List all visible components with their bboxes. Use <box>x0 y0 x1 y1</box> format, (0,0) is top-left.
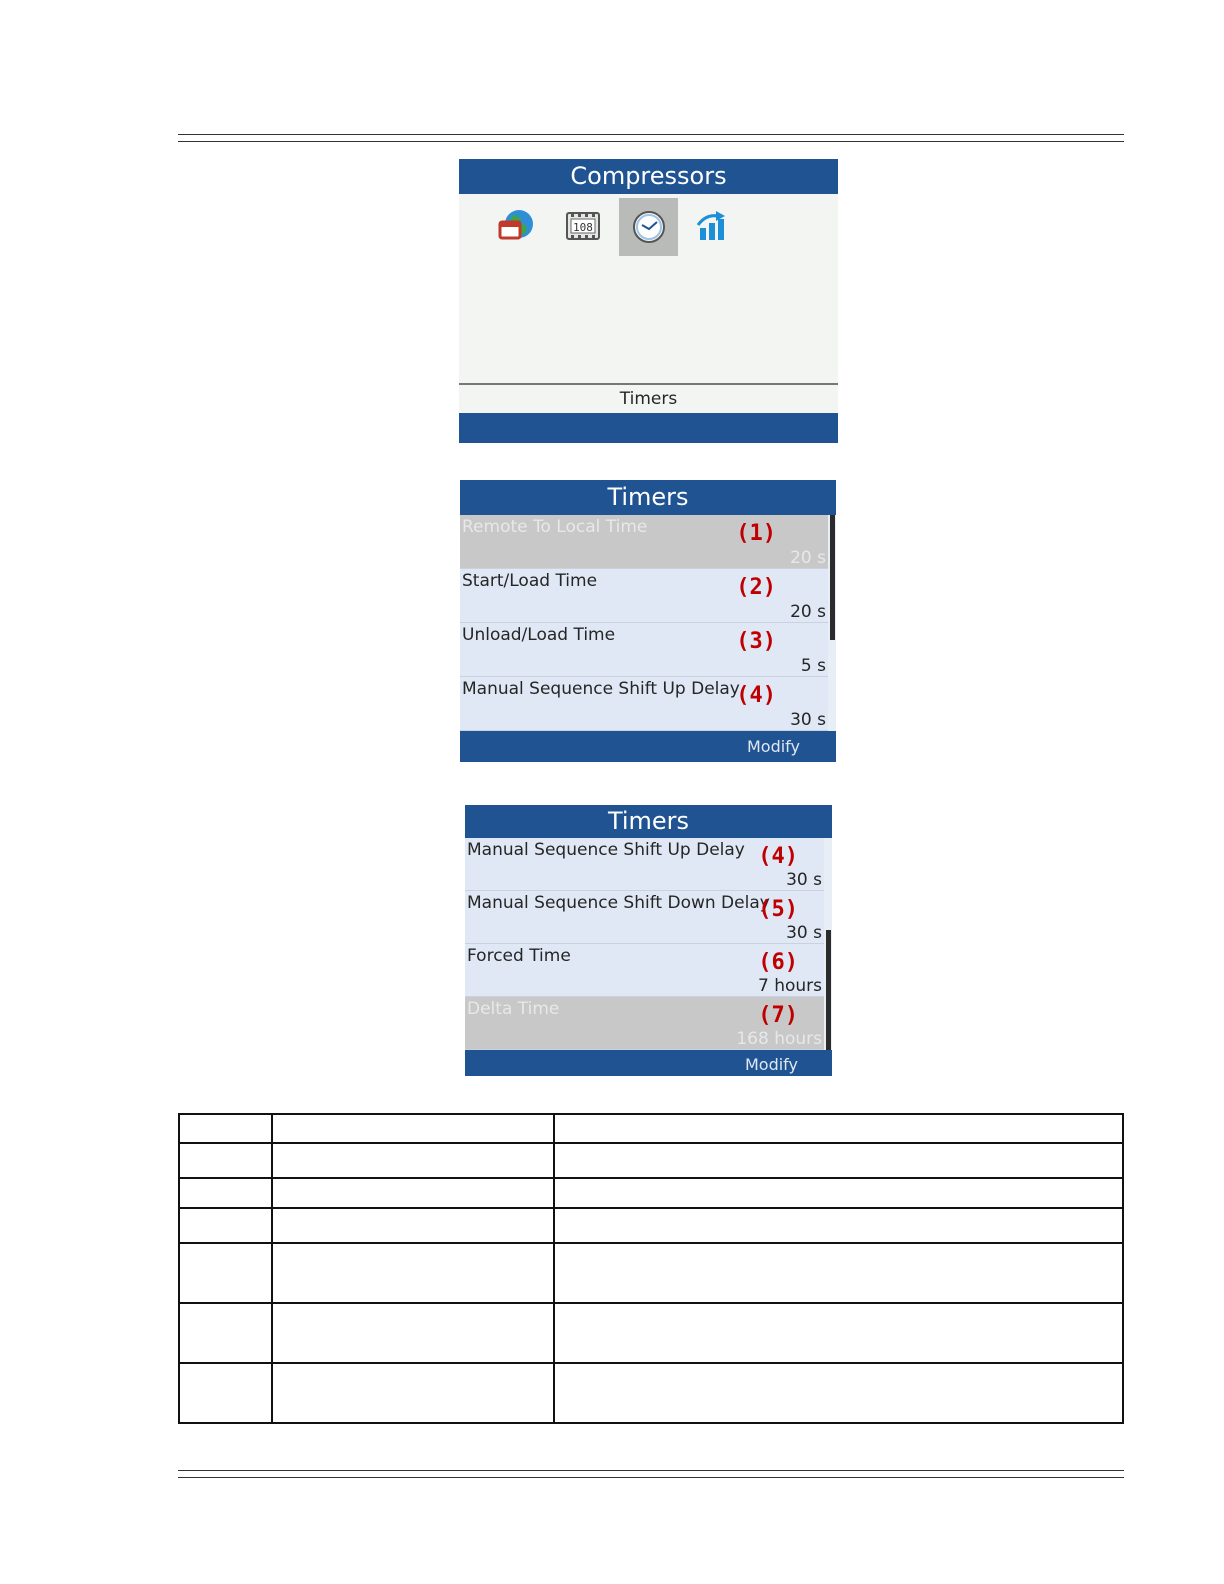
table-row <box>179 1178 1123 1208</box>
timer-label: Remote To Local Time <box>462 517 648 537</box>
compressors-screen <box>459 159 838 443</box>
timer-value: 168 hours <box>736 1029 822 1049</box>
callout-marker: (4) <box>758 844 798 869</box>
timer-row-remote-to-local[interactable] <box>460 515 828 569</box>
callout-marker: (2) <box>736 575 776 600</box>
bar-chart-tile[interactable] <box>683 197 741 255</box>
counter-display-icon <box>565 210 601 242</box>
timer-value: 7 hours <box>757 976 822 996</box>
timers-footer-1 <box>460 731 836 762</box>
globe-calendar-tile[interactable] <box>488 197 546 255</box>
callout-marker: (7) <box>758 1003 798 1028</box>
callout-marker: (3) <box>736 629 776 654</box>
timer-label: Manual Sequence Shift Up Delay <box>467 840 745 860</box>
timers-screen-2 <box>465 805 832 1076</box>
bottom-rule-second <box>178 1477 1124 1478</box>
timer-row-shift-up-delay[interactable] <box>465 838 824 891</box>
table-row <box>179 1114 1123 1143</box>
timers-title-2: Timers <box>465 805 832 838</box>
table-row <box>179 1243 1123 1303</box>
callout-marker: (6) <box>758 950 798 975</box>
clock-tile[interactable] <box>619 198 678 256</box>
timer-label: Unload/Load Time <box>462 625 616 645</box>
top-rule-second <box>178 141 1124 142</box>
timer-row-shift-down-delay[interactable] <box>465 891 824 944</box>
table-row <box>179 1143 1123 1178</box>
timer-row-delta-time[interactable] <box>465 997 824 1050</box>
compressors-title: Compressors <box>459 159 838 194</box>
table-row <box>179 1208 1123 1243</box>
scrollbar[interactable] <box>830 515 835 640</box>
timer-label: Manual Sequence Shift Up Delay <box>462 679 740 699</box>
bottom-rule <box>178 1470 1124 1471</box>
reference-table <box>178 1113 1124 1424</box>
timer-label: Manual Sequence Shift Down Delay <box>467 893 770 913</box>
timer-label: Delta Time <box>467 999 560 1019</box>
timer-value: 30 s <box>790 710 826 730</box>
timers-footer-2 <box>465 1050 832 1076</box>
compressors-footer <box>459 413 838 443</box>
bar-chart-icon <box>694 210 730 242</box>
callout-marker: (5) <box>758 897 798 922</box>
timer-label: Start/Load Time <box>462 571 598 591</box>
timer-row-start-load[interactable] <box>460 569 828 623</box>
timer-value: 30 s <box>786 923 822 943</box>
clock-icon <box>631 209 667 245</box>
timer-value: 30 s <box>786 870 822 890</box>
selected-item-label: Timers <box>619 389 678 409</box>
scrollbar[interactable] <box>826 930 831 1050</box>
selection-divider <box>459 383 838 385</box>
callout-marker: (4) <box>736 683 776 708</box>
timer-value: 20 s <box>790 548 826 568</box>
modify-button[interactable]: Modify <box>746 737 800 756</box>
svg-text:108: 108 <box>573 221 593 234</box>
timer-value: 5 s <box>800 656 826 676</box>
table-row <box>179 1363 1123 1423</box>
globe-calendar-icon <box>497 208 537 244</box>
modify-button[interactable]: Modify <box>744 1055 798 1074</box>
counter-display-tile[interactable] <box>554 197 612 255</box>
timer-value: 20 s <box>790 602 826 622</box>
timer-row-shift-up-delay[interactable] <box>460 677 828 731</box>
callout-marker: (1) <box>736 521 776 546</box>
top-rule <box>178 134 1124 135</box>
timers-screen-1 <box>460 480 836 762</box>
timers-title-1: Timers <box>460 480 836 515</box>
table-row <box>179 1303 1123 1363</box>
timer-label: Forced Time <box>467 946 571 966</box>
timer-row-forced-time[interactable] <box>465 944 824 997</box>
timer-row-unload-load[interactable] <box>460 623 828 677</box>
